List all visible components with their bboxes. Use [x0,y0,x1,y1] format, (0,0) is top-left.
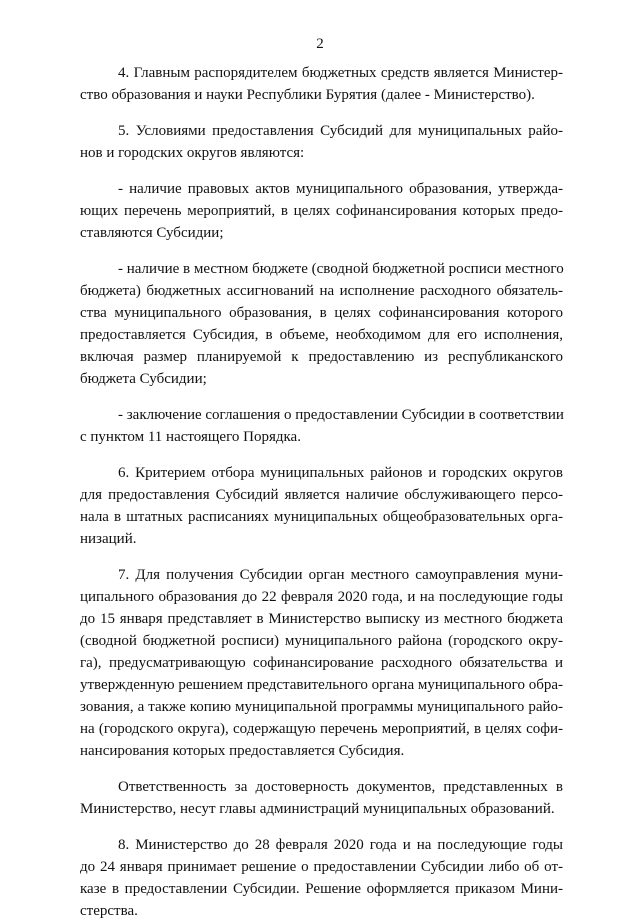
text-line: ющих перечень мероприятий, в целях софинансирования которых предо- [80,203,563,219]
text-line: - наличие правовых актов муниципального образования, утвержда- [118,181,563,197]
text-line: низаций. [80,531,137,547]
text-line: (сводной бюджетной росписи) муниципального района (городского окру- [80,633,563,649]
text-line: 8. Министерство до 28 февраля 2020 года и на последующие годы [118,837,563,853]
text-line: зования, а также копию муниципальной программы муниципального райо- [80,699,563,715]
text-line: ство образования и науки Республики Бурятия (далее - Министерство). [80,87,535,103]
text-line: ципального образования до 22 февраля 2020 года, и на последующие годы [80,589,563,605]
text-line: - заключение соглашения о предоставлении Субсидии в соответствии [118,407,564,423]
text-line: Министерство, несут главы администраций муниципальных образований. [80,801,555,817]
text-line: ства муниципального образования, в целях софинансирования которого [80,305,563,321]
text-line: до 15 января представляет в Министерство выписку из местного бюджета [80,611,563,627]
text-line: с пунктом 11 настоящего Порядка. [80,429,301,445]
text-line: для предоставления Субсидий является наличие обслуживающего персо- [80,487,563,503]
text-line: 5. Условиями предоставления Субсидий для муниципальных райо- [118,123,563,139]
text-line: предоставляется Субсидия, в объеме, необходимом для его исполнения, [80,327,563,343]
text-line: Ответственность за достоверность документов, представленных в [118,779,563,795]
text-line: бюджета) бюджетных ассигнований на исполнение расходного обязатель- [80,283,563,299]
text-line: включая размер планируемой к предоставлению из республиканского [80,349,563,365]
text-line: 7. Для получения Субсидии орган местного самоуправления муни- [118,567,563,583]
text-line: до 24 января принимает решение о предоставлении Субсидии либо об от- [80,859,563,875]
text-line: - наличие в местном бюджете (сводной бюджетной росписи местного [118,261,564,277]
text-line: утвержденную решением представительного органа муниципального обра- [80,677,563,693]
text-line: га), предусматривающую софинансирование расходного обязательства и [80,655,563,671]
text-line: нансирования которых предоставляется Субсидия. [80,743,405,759]
text-line: 4. Главным распорядителем бюджетных средств является Министер- [118,65,563,81]
text-line: ставляются Субсидии; [80,225,224,241]
text-line: нов и городских округов являются: [80,145,305,161]
text-line: 6. Критерием отбора муниципальных районов и городских округов [118,465,563,481]
text-line: нала в штатных расписаниях муниципальных общеобразовательных орга- [80,509,563,525]
text-line: стерства. [80,903,138,919]
text-line: казе в предоставлении Субсидии. Решение оформляется приказом Мини- [80,881,563,897]
text-line: бюджета Субсидии; [80,371,207,387]
page-number: 2 [316,36,324,52]
text-line: на (городского округа), содержащую перечень мероприятий, в целях софи- [80,721,563,737]
